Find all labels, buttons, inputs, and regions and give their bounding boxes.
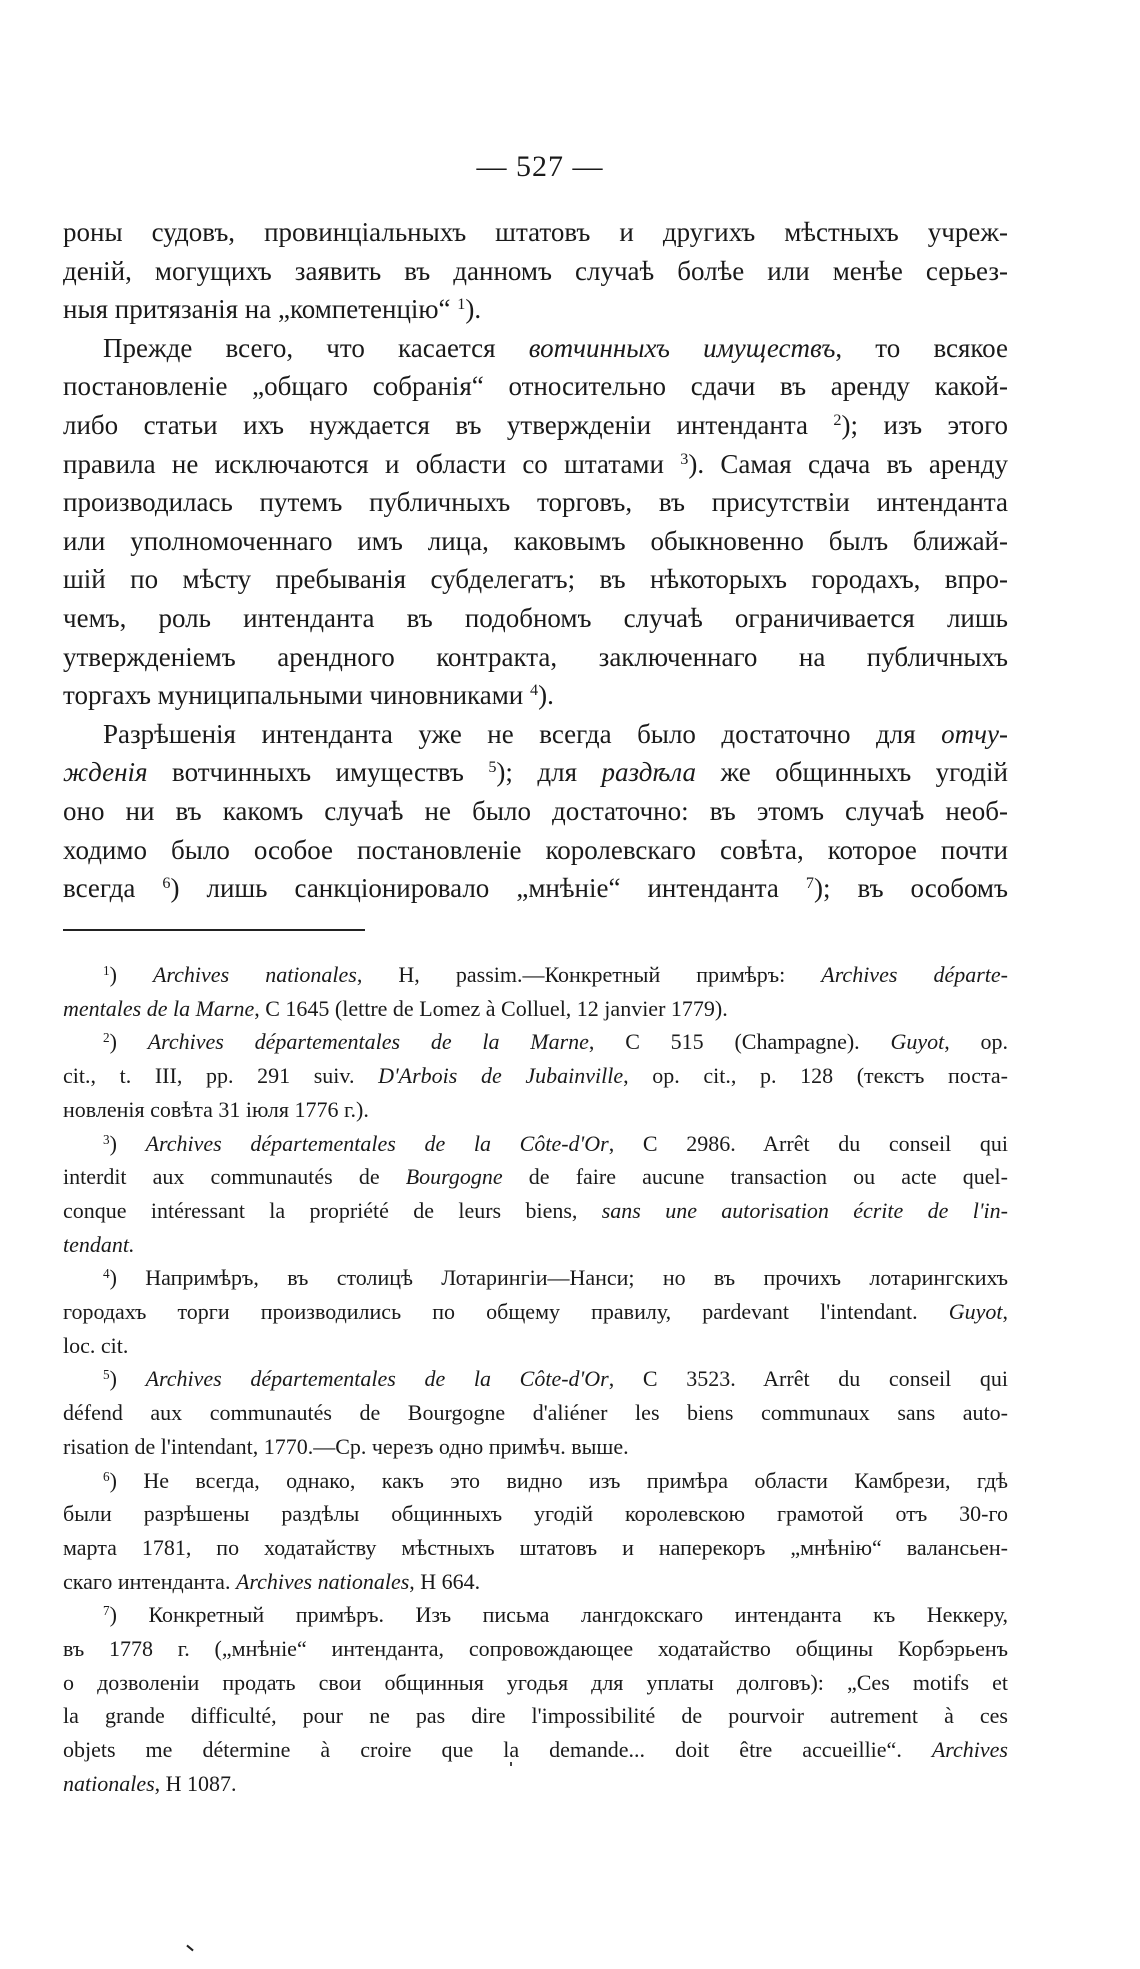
body-line: торгахъ муниципальными чиновниками $^4$). xyxy=(63,680,554,711)
footnote-line: скаго интенданта. Archives nationales, H 664. xyxy=(63,1568,481,1594)
emphasis: вотчинныхъ имуществъ xyxy=(528,332,836,363)
footnote-line: objets me détermine à croire que la demande... doit être accueillie“. Archives xyxy=(63,1737,1008,1763)
footnote-line: въ 1778 г. („мнѣніе“ интенданта, сопровождающее ходатайство общины Корбэрьенъ xyxy=(63,1636,1008,1662)
footnote-4: $^4$) Напримѣръ, въ столицѣ Лотарингіи—Нанси; но въ прочихъ лотарингскихъ xyxy=(103,1265,1009,1291)
body-line: чемъ, роль интенданта въ подобномъ случаѣ ограничивается лишь xyxy=(63,602,1008,633)
footnote-line: interdit aux communautés de Bourgogne de faire aucune transaction ou acte quel- xyxy=(63,1164,1008,1190)
footnote-line: défend aux communautés de Bourgogne d'aliéner les biens communaux sans auto- xyxy=(63,1400,1008,1426)
footnote-line: городахъ торги производились по общему правилу, pardevant l'intendant. Guyot, xyxy=(63,1299,1008,1325)
footnote-ref[interactable]: 6 xyxy=(162,874,171,893)
body-line: Разрѣшенія интенданта уже не всегда было достаточно для отчу- xyxy=(103,718,1008,749)
footnotes xyxy=(63,958,1008,1801)
footnote-6: $^6$) Не всегда, однако, какъ это видно изъ примѣра области Камбрези, гдѣ xyxy=(103,1467,1009,1493)
footnote-3: $^3$) Archives départementales de la Côte-d'Or, C 2986. Arrêt du conseil qui xyxy=(103,1130,1009,1156)
body-line: правила не исключаются и области со штатами $^3$). Самая сдача въ аренду xyxy=(63,448,1009,479)
main-text xyxy=(63,213,1008,908)
body-line: производилась путемъ публичныхъ торговъ, въ присутствіи интенданта xyxy=(63,487,1008,518)
footnote-separator xyxy=(63,929,365,931)
emphasis: отчу- xyxy=(941,718,1008,749)
footnote-line: о дозволеніи продать свои общинныя угодья для уплаты долговъ): „Ces motifs et xyxy=(63,1669,1008,1695)
footnote-ref[interactable]: 4 xyxy=(530,681,539,700)
body-line: оно ни въ какомъ случаѣ не было достаточно: въ этомъ случаѣ необ- xyxy=(63,795,1008,826)
footnote-1: $^1$) Archives nationales, H, passim.—Конкретный примѣръ: Archives départe- xyxy=(103,962,1008,987)
body-line: либо статьи ихъ нуждается въ утвержденіи интенданта $^2$); изъ этого xyxy=(63,409,1008,440)
body-line: шій по мѣсту пребыванія субделегатъ; въ нѣкоторыхъ городахъ, впро- xyxy=(63,564,1008,595)
footnote-line: марта 1781, по ходатайству мѣстныхъ штатовъ и наперекоръ „мнѣнію“ валансьен- xyxy=(63,1534,1008,1560)
body-line: ныя притязанія на „компетенцію“ $^1$). xyxy=(63,294,482,325)
body-line: ходимо было особое постановленіе королевскаго совѣта, которое почти xyxy=(63,834,1008,865)
footnote-7: $^7$) Конкретный примѣръ. Изъ письма лангдокскаго интенданта къ Неккеру, xyxy=(103,1602,1009,1628)
footnote-ref[interactable]: 5 xyxy=(488,758,497,777)
body-line: утвержденіемъ арендного контракта, заключеннаго на публичныхъ xyxy=(63,641,1008,672)
footnote-line: risation de l'intendant, 1770.—Ср. черезъ одно примѣч. выше. xyxy=(63,1433,629,1459)
footnote-2: $^2$) Archives départementales de la Marne, C 515 (Champagne). Guyot, op. xyxy=(103,1029,1008,1055)
body-line: жденія вотчинныхъ имуществъ $^5$); для раздѣла же общинныхъ угодій xyxy=(63,757,1008,788)
footnote-ref[interactable]: 7 xyxy=(805,874,814,893)
footnote-line: conque intéressant la propriété de leurs biens, sans une autorisation écrite de l'in- xyxy=(63,1197,1008,1223)
emphasis: раздѣла xyxy=(601,757,696,788)
footnote-ref[interactable]: 2 xyxy=(833,411,842,430)
footnote-ref[interactable]: 3 xyxy=(680,449,689,468)
page-number: — 527 — xyxy=(476,150,604,183)
body-line: или уполномоченнаго имъ лица, каковымъ обыкновенно былъ ближай- xyxy=(63,525,1008,556)
scan-speck xyxy=(510,1762,512,1766)
body-line: Прежде всего, что касается вотчинныхъ имуществъ, то всякое xyxy=(103,332,1008,363)
footnote-line: tendant. xyxy=(63,1231,135,1257)
footnote-line: la grande difficulté, pour ne pas dire l'impossibilité de pourvoir autrement à ces xyxy=(63,1703,1008,1729)
footnote-ref[interactable]: 1 xyxy=(457,295,466,314)
footnote-line: новленія совѣта 31 іюля 1776 г.). xyxy=(63,1096,369,1122)
footnote-line: были разрѣшены раздѣлы общинныхъ угодій королевскою грамотой отъ 30-го xyxy=(63,1501,1008,1527)
footnote-line: loc. cit. xyxy=(63,1332,129,1358)
emphasis: жденія xyxy=(63,757,148,788)
body-line: деній, могущихъ заявить въ данномъ случаѣ болѣе или менѣе серьез- xyxy=(63,255,1008,286)
footnote-5: $^5$) Archives départementales de la Côte-d'Or, C 3523. Arrêt du conseil qui xyxy=(103,1366,1009,1392)
footnote-line: cit., t. III, pp. 291 suiv. D'Arbois de Jubainville, op. cit., p. 128 (текстъ поста- xyxy=(63,1063,1009,1089)
footnote-line: nationales, H 1087. xyxy=(63,1770,237,1796)
scan-speck xyxy=(186,1945,193,1952)
body-line: роны судовъ, провинціальныхъ штатовъ и другихъ мѣстныхъ учреж- xyxy=(63,217,1008,247)
body-line: всегда $^6$) лишь санкціонировало „мнѣніе“ интенданта $^7$); въ особомъ xyxy=(63,873,1008,904)
body-line: постановленіе „общаго собранія“ относительно сдачи въ аренду какой- xyxy=(63,371,1008,402)
footnote-line: mentales de la Marne, C 1645 (lettre de Lomez à Colluel, 12 janvier 1779). xyxy=(63,995,728,1021)
